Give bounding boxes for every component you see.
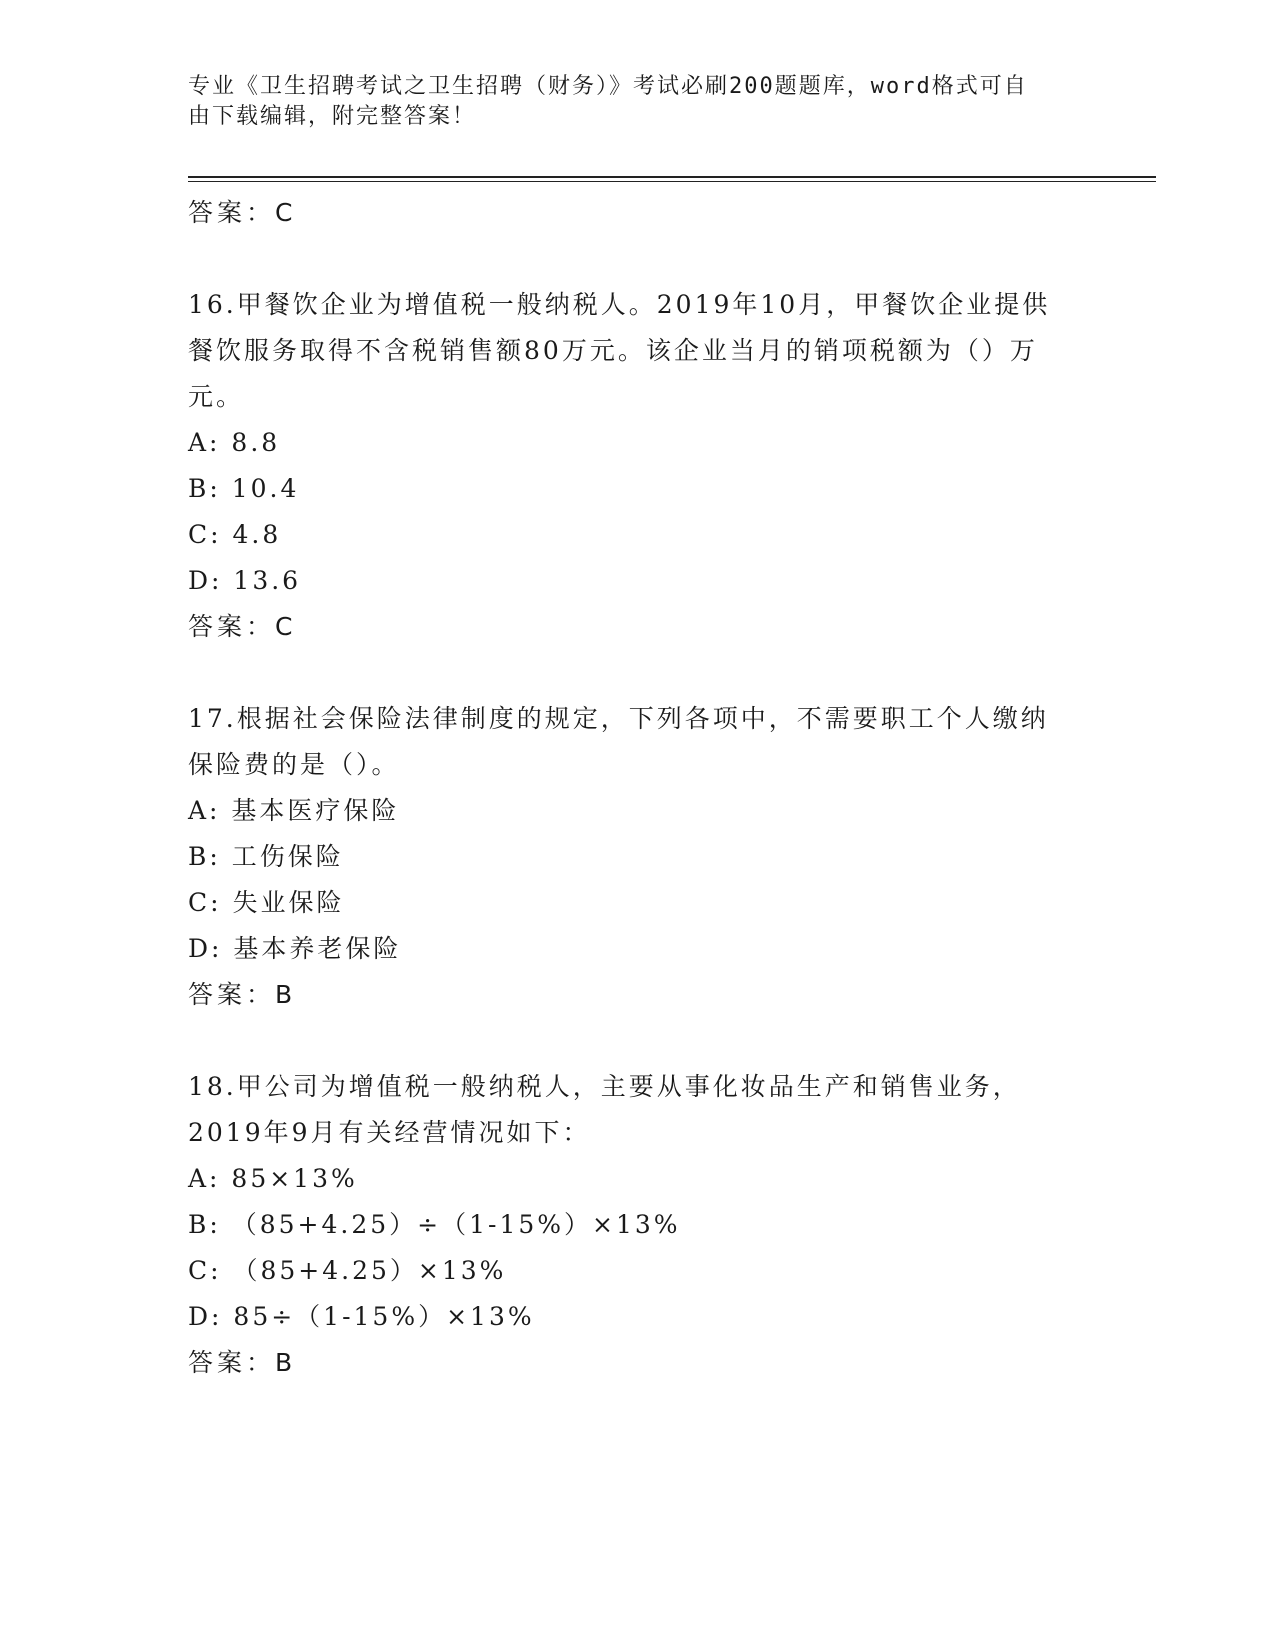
spacer: [188, 236, 1088, 282]
option-c: C: （85+4.25）×13%: [188, 1256, 507, 1285]
answer: 答案：C: [188, 612, 297, 641]
option-b: B: 工伤保险: [188, 842, 344, 871]
header-divider-thin: [188, 181, 1156, 182]
answer: 答案：B: [188, 1348, 297, 1377]
question-stem-line: 17.根据社会保险法律制度的规定，下列各项中，不需要职工个人缴纳: [188, 704, 1049, 733]
option-b: B: 10.4: [188, 474, 300, 503]
header-line-1: 专业《卫生招聘考试之卫生招聘（财务）》考试必刷200题题库，word格式可自: [188, 74, 1028, 99]
question-stem-line: 保险费的是（）。: [188, 750, 400, 779]
document-header: [188, 72, 1068, 132]
question-stem-line: 元。: [188, 382, 245, 411]
option-c: C: 失业保险: [188, 888, 345, 917]
question-stem-line: 2019年9月有关经营情况如下：: [188, 1118, 591, 1147]
option-a: A: 8.8: [188, 428, 281, 457]
option-c: C: 4.8: [188, 520, 282, 549]
option-a: A: 85×13%: [188, 1164, 358, 1193]
header-divider-thick: [188, 176, 1156, 178]
header-line-2: 由下载编辑，附完整答案！: [188, 104, 477, 129]
option-d: D: 85÷（1-15%）×13%: [188, 1302, 535, 1331]
previous-answer: 答案：C: [188, 198, 297, 227]
spacer: [188, 650, 1088, 696]
option-d: D: 13.6: [188, 566, 302, 595]
option-d: D: 基本养老保险: [188, 934, 402, 963]
question-18: [188, 1064, 1088, 1386]
question-stem-line: 18.甲公司为增值税一般纳税人，主要从事化妆品生产和销售业务，: [188, 1072, 1021, 1101]
question-list: [188, 190, 1088, 1386]
spacer: [188, 1018, 1088, 1064]
option-b: B: （85+4.25）÷（1-15%）×13%: [188, 1210, 681, 1239]
question-17: [188, 696, 1088, 1018]
answer: 答案：B: [188, 980, 297, 1009]
option-a: A: 基本医疗保险: [188, 796, 400, 825]
question-16: [188, 282, 1088, 650]
question-stem-line: 16.甲餐饮企业为增值税一般纳税人。2019年10月，甲餐饮企业提供: [188, 290, 1051, 319]
question-stem-line: 餐饮服务取得不含税销售额80万元。该企业当月的销项税额为（）万: [188, 336, 1038, 365]
